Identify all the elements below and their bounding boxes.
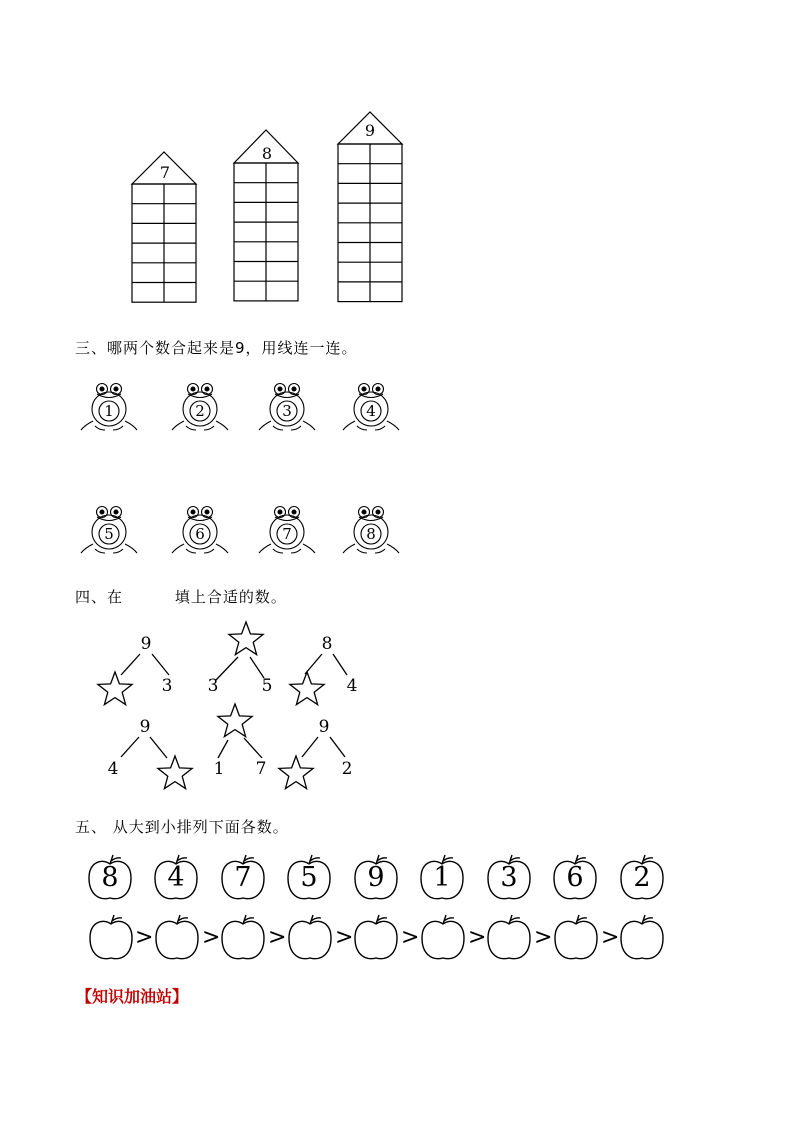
tree-top-number: 9	[140, 634, 152, 654]
frog-number: 8	[366, 525, 376, 543]
house-roof-number-9: 9	[364, 121, 376, 140]
answer-star	[290, 672, 324, 705]
tree-branch	[150, 737, 167, 758]
frog-pupil	[205, 387, 209, 391]
apple-outline	[90, 921, 132, 958]
frog-feet	[357, 426, 385, 430]
blank-apple-icon	[422, 915, 464, 959]
frog-pupil	[376, 387, 380, 391]
section-3-title: 三、哪两个数合起来是9，用线连一连。	[75, 339, 358, 357]
tree-branch	[250, 657, 264, 678]
frog-feet	[273, 549, 301, 553]
greater-than-sign: >	[401, 925, 420, 950]
greater-than-sign: >	[135, 925, 154, 950]
frog-pupil	[292, 387, 296, 391]
apple-number: 4	[167, 862, 185, 893]
blank-apple-icon	[621, 915, 663, 959]
tree-right-number: 5	[261, 676, 273, 696]
apple-outline	[488, 921, 530, 958]
tree-top-number: 9	[139, 717, 151, 737]
apple-number: 8	[101, 862, 119, 893]
apple-number: 9	[367, 862, 385, 893]
apple-outline	[355, 921, 397, 958]
tree-top-number: 8	[321, 634, 333, 654]
tree-branch	[121, 654, 140, 675]
frog-pupil	[362, 387, 366, 391]
blank-apple-icon	[90, 915, 132, 959]
tree-right-number: 7	[255, 759, 267, 779]
blank-apple-icon	[355, 915, 397, 959]
tree-branch	[218, 740, 228, 758]
apple-outline	[422, 921, 464, 958]
apple-number: 6	[566, 862, 584, 893]
apple-number: 1	[433, 862, 451, 893]
tree-branch	[121, 737, 139, 757]
frog-feet	[186, 549, 214, 553]
greater-than-sign: >	[268, 925, 287, 950]
greater-than-sign: >	[601, 925, 620, 950]
frog-number: 1	[104, 402, 114, 420]
blank-apple-icon	[555, 915, 597, 959]
blank-apple-icon	[289, 915, 331, 959]
frog-pupil	[100, 387, 104, 391]
frog-number: 4	[366, 402, 376, 420]
answer-star	[218, 704, 252, 737]
frog-number: 5	[104, 525, 114, 543]
blank-apple-icon	[156, 915, 198, 959]
knowledge-tip-heading: 【知识加油站】	[76, 987, 189, 1006]
frog-pupil	[292, 510, 296, 514]
greater-than-sign: >	[468, 925, 487, 950]
frog-pupil	[191, 510, 195, 514]
frog-feet	[357, 549, 385, 553]
frog-pupil	[100, 510, 104, 514]
answer-star	[158, 756, 192, 789]
house-9	[338, 112, 402, 302]
apple-outline	[289, 921, 331, 958]
tree-right-number: 4	[346, 676, 358, 696]
apple-number: 2	[633, 862, 651, 893]
tree-branch	[330, 737, 345, 757]
greater-than-sign: >	[534, 925, 553, 950]
blank-apple-icon	[222, 915, 264, 959]
frog-pupil	[278, 510, 282, 514]
frog-number: 2	[195, 402, 205, 420]
tree-left-number: 4	[107, 759, 119, 779]
apple-number: 5	[300, 862, 318, 893]
answer-star	[229, 622, 263, 655]
tree-branch	[302, 737, 318, 757]
tree-branch	[333, 654, 347, 675]
apple-outline	[222, 921, 264, 958]
house-roof-number-7: 7	[159, 163, 171, 182]
frog-number: 7	[282, 525, 292, 543]
frog-pupil	[205, 510, 209, 514]
apple-number: 7	[234, 862, 252, 893]
frog-pupil	[114, 387, 118, 391]
frog-feet	[95, 426, 123, 430]
apple-outline	[621, 921, 663, 958]
house-roof-number-8: 8	[261, 144, 273, 163]
apple-number: 3	[500, 862, 518, 893]
frog-pupil	[376, 510, 380, 514]
greater-than-sign: >	[335, 925, 354, 950]
tree-left-number: 1	[213, 759, 225, 779]
tree-right-number: 3	[161, 676, 173, 696]
tree-branch	[152, 654, 169, 675]
apple-outline	[555, 921, 597, 958]
frog-feet	[95, 549, 123, 553]
frog-number: 3	[282, 402, 292, 420]
frog-pupil	[278, 387, 282, 391]
greater-than-sign: >	[202, 925, 221, 950]
frog-number: 6	[195, 525, 205, 543]
section-4-title: 四、在 填上合适的数。	[75, 588, 287, 606]
frog-feet	[273, 426, 301, 430]
tree-top-number: 9	[318, 717, 330, 737]
tree-left-number: 3	[207, 676, 219, 696]
tree-branch	[244, 738, 262, 758]
blank-apple-icon	[488, 915, 530, 959]
frog-pupil	[191, 387, 195, 391]
tree-right-number: 2	[341, 759, 353, 779]
frog-pupil	[362, 510, 366, 514]
section-5-title: 五、 从大到小排列下面各数。	[75, 818, 289, 836]
frog-feet	[186, 426, 214, 430]
frog-pupil	[114, 510, 118, 514]
tree-branch	[305, 654, 322, 674]
apple-outline	[156, 921, 198, 958]
answer-star	[98, 672, 132, 705]
answer-star	[279, 756, 313, 789]
